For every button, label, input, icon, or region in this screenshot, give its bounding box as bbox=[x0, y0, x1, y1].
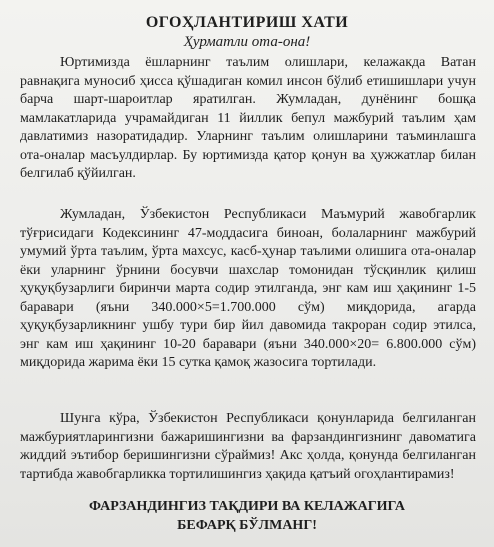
paragraph-1-text: Юртимизда ёшларнинг таълим олишлари, келажакда Ватан равнақига муносиб ҳисса қўшадиган комил инсон бўлиб етишишлари учун барча шарт-шароитлар яратилган. Жумладан, дунёнинг бошқа мамлакатларида учрамайдиган 11 йиллик бепул мажбурий таълим ҳам давлатимиз назоратидадир. Уларнинг таълим олишларини таъминлашга ота-оналар масъулдирлар. Бу юртимизда қатор қонун ва ҳужжатлар билан белгилаб қўйилган. bbox=[20, 55, 476, 181]
paragraph-2-text: Жумладан, Ўзбекистон Республикаси Маъмурий жавобгарлик тўғрисидаги Кодексининг 47-моддасига биноан, болаларнинг мажбурий умумий ўрта таълим, ўрта махсус, касб-ҳунар таълими олишига ота-оналар ёки уларнинг ўрнини босувчи шахслар томонидан тўсқинлик қилиш ҳуқуқбузарлиги биринчи марта содир этилганда, энг кам иш ҳақининг 1-5 баравари (яъни 340.000×5=1.700.000 сўм) миқдорида, агарда ҳуқуқбузарликнинг ушбу тури бир йил давомида такроран содир этилса, энг кам иш ҳақининг 10-20 баравари (яъни 340.000×20= 6.800.000 сўм) миқдорида жарима ёки 15 сутка қамоқ жазосига тортилади. bbox=[20, 207, 476, 370]
letter-title: ОГОҲЛАНТИРИШ ХАТИ bbox=[145, 14, 349, 31]
paragraph-3-text: Шунга кўра, Ўзбекистон Республикаси қонунларида белгиланган мажбуриятларингизни бажаришингизни ва фарзандингизнинг давоматига жиддий эътибор беришингизни сўраймиз! Акс ҳолда, қонунда белгиланган тартибда жавобгарликка тортилишингиз ҳақида қатъий огоҳлантирамиз! bbox=[20, 411, 476, 482]
closing-slogan-line-1: ФАРЗАНДИНГИЗ ТАҚДИРИ ВА КЕЛАЖАГИГА bbox=[89, 499, 405, 514]
greeting: Ҳурматли ота-она! bbox=[183, 34, 311, 50]
paragraph-2 bbox=[20, 206, 476, 373]
paragraph-3 bbox=[20, 410, 476, 484]
closing-slogan bbox=[0, 497, 494, 535]
closing-slogan-line-2: БЕФАРҚ БЎЛМАНГ! bbox=[177, 518, 317, 533]
paragraph-1 bbox=[20, 54, 476, 184]
